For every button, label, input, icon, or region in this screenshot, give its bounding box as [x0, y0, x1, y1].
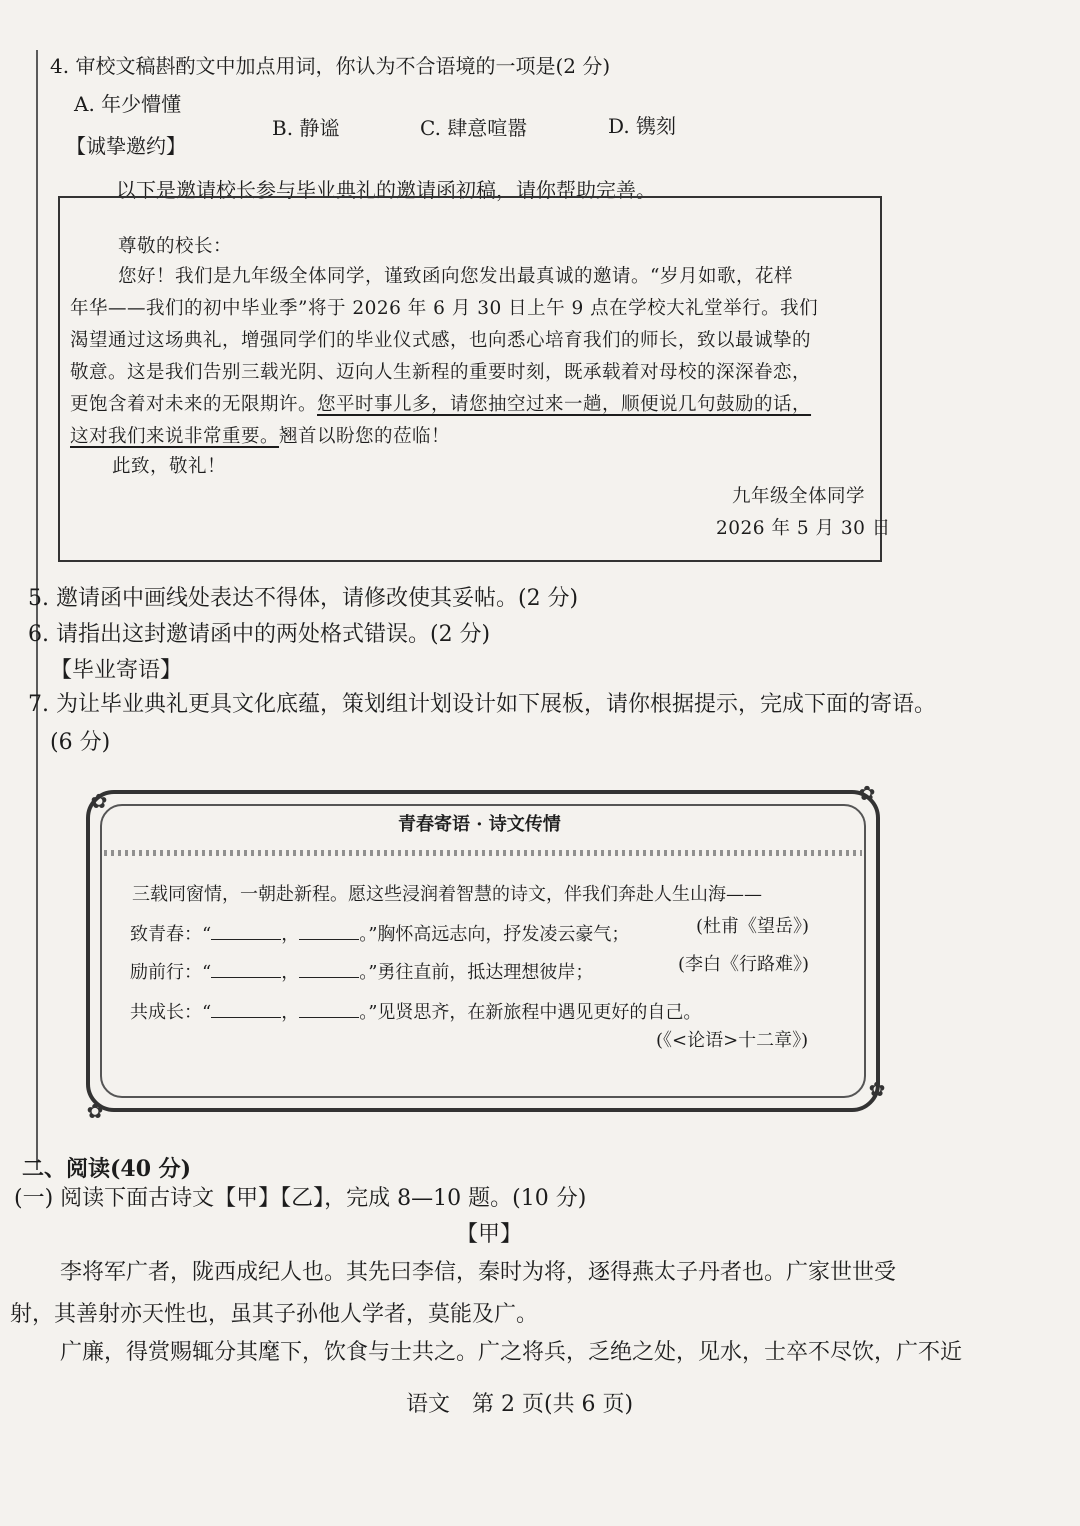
- board-divider: [104, 850, 862, 856]
- flower-ornament-icon: ✿: [868, 1077, 886, 1101]
- board-row-growth-source: (《<论语>十二章》): [656, 1030, 809, 1051]
- board-row-forward: [130, 962, 593, 984]
- letter-line-5-plain: 更饱含着对未来的无限期许。: [70, 394, 318, 415]
- q7-score: (6 分): [50, 730, 111, 755]
- board-title: 青春寄语 · 诗文传情: [398, 814, 561, 835]
- row-comma: ，: [281, 962, 300, 983]
- answer-blank[interactable]: [299, 1003, 359, 1018]
- flower-ornament-icon: ✿: [90, 789, 108, 813]
- row-text: 。”见贤思齐，在新旅程中遇见更好的自己。: [359, 1002, 702, 1023]
- row-text: 。”胸怀高远志向，抒发凌云豪气；: [359, 924, 630, 945]
- passage-label-jia: 【甲】: [456, 1222, 523, 1247]
- letter-salutation: 尊敬的校长：: [118, 236, 233, 257]
- letter-date: 2026 年 5 月 30 日: [716, 518, 891, 539]
- q6-stem: 6. 请指出这封邀请函中的两处格式错误。(2 分): [28, 622, 491, 647]
- board-row-youth: [130, 924, 629, 946]
- letter-line-1: 您好！我们是九年级全体同学，谨致函向您发出最真诚的邀请。“岁月如歌，花样: [118, 266, 793, 287]
- answer-blank[interactable]: [299, 925, 359, 940]
- reading-subheading: (一) 阅读下面古诗文【甲】【乙】，完成 8—10 题。(10 分): [14, 1186, 587, 1211]
- section-heading-wish: 【毕业寄语】: [50, 658, 183, 683]
- board-row-forward-source: (李白《行路难》): [678, 954, 810, 975]
- letter-closing: 此致，敬礼！: [112, 456, 227, 477]
- passage-para-1: 李将军广者，陇西成纪人也。其先曰李信，秦时为将，逐得燕太子丹者也。广家世世受: [60, 1260, 897, 1285]
- letter-line-2: 年华——我们的初中毕业季”将于 2026 年 6 月 30 日上午 9 点在学校大礼堂举行。我们: [70, 298, 819, 319]
- letter-line-6-plain: 翘首以盼您的莅临！: [279, 426, 451, 447]
- row-comma: ，: [281, 1002, 300, 1023]
- answer-blank[interactable]: [299, 963, 359, 978]
- board-row-growth: [130, 1002, 701, 1024]
- letter-underlined-part-1: 您平时事儿多，请您抽空过来一趟，顺便说几句鼓励的话，: [317, 394, 812, 415]
- section-heading-invite: 【诚挚邀约】: [66, 134, 186, 158]
- row-label: 励前行：“: [130, 962, 212, 983]
- letter-line-4: 敬意。这是我们告别三载光阴、迈向人生新程的重要时刻，既承载着对母校的深深眷恋，: [70, 362, 812, 383]
- letter-signer: 九年级全体同学: [732, 486, 866, 507]
- row-text: 。”勇往直前，抵达理想彼岸；: [359, 962, 594, 983]
- letter-line-6: [70, 426, 450, 448]
- passage-para-3: 广廉，得赏赐辄分其麾下，饮食与士共之。广之将兵，乏绝之处，见水，士卒不尽饮，广不近: [60, 1340, 963, 1365]
- board-intro: 三载同窗情，一朝赴新程。愿这些浸润着智慧的诗文，伴我们奔赴人生山海——: [132, 884, 762, 905]
- reading-heading: 二、阅读(40 分): [22, 1156, 192, 1182]
- passage-para-2: 射，其善射亦天性也，虽其子孙他人学者，莫能及广。: [10, 1302, 539, 1327]
- row-comma: ，: [281, 924, 300, 945]
- q4-option-c: C. 肆意喧嚣: [420, 116, 528, 140]
- display-board-inner-frame: [100, 804, 866, 1098]
- flower-ornament-icon: ✿: [858, 781, 876, 805]
- q5-stem: 5. 邀请函中画线处表达不得体，请修改使其妥帖。(2 分): [28, 586, 579, 611]
- q7-stem: 7. 为让毕业典礼更具文化底蕴，策划组计划设计如下展板，请你根据提示，完成下面的寄语。: [28, 692, 936, 717]
- answer-blank[interactable]: [211, 1003, 281, 1018]
- row-label: 共成长：“: [130, 1002, 212, 1023]
- page-footer: 语文 第 2 页(共 6 页): [406, 1392, 634, 1417]
- letter-line-3: 渴望通过这场典礼，增强同学们的毕业仪式感，也向悉心培育我们的师长，致以最诚挚的: [70, 330, 812, 351]
- flower-ornament-icon: ✿: [86, 1099, 104, 1123]
- letter-underlined-part-2: 这对我们来说非常重要。: [70, 426, 280, 447]
- q4-option-b: B. 静谧: [272, 116, 340, 140]
- invite-intro: 以下是邀请校长参与毕业典礼的邀请函初稿，请你帮助完善。: [116, 178, 656, 202]
- board-row-youth-source: (杜甫《望岳》): [696, 916, 810, 937]
- answer-blank[interactable]: [211, 925, 281, 940]
- q4-stem: 4. 审校文稿斟酌文中加点用词，你认为不合语境的一项是(2 分): [50, 54, 611, 78]
- q4-option-d: D. 镌刻: [608, 114, 677, 138]
- letter-line-5: [70, 394, 811, 416]
- row-label: 致青春：“: [130, 924, 212, 945]
- answer-blank[interactable]: [211, 963, 281, 978]
- q4-option-a: A. 年少懵懂: [74, 92, 182, 116]
